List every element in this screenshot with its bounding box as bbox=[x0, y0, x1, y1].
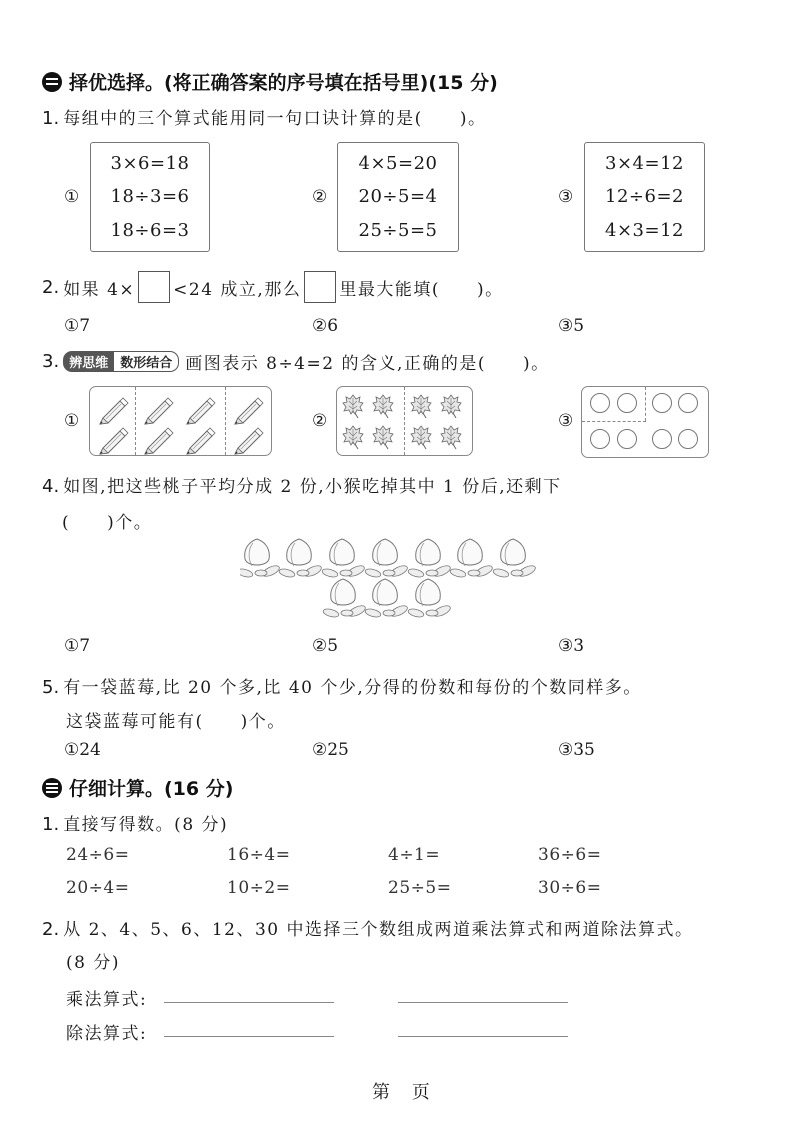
option-2: ②25 bbox=[312, 740, 349, 760]
option-label: ① bbox=[64, 411, 80, 431]
equation: 20÷5=4 bbox=[358, 186, 438, 208]
option-1-equations-box bbox=[90, 142, 210, 252]
section-2-badge-icon bbox=[42, 72, 62, 92]
question-number: 2. bbox=[42, 919, 60, 940]
section-3-title-text: 仔细计算。(16 分) bbox=[69, 778, 234, 800]
equation: 18÷3=6 bbox=[110, 186, 190, 208]
question-number: 3. bbox=[42, 351, 60, 372]
calc-item: 4÷1= bbox=[388, 845, 441, 865]
calc-item: 30÷6= bbox=[538, 878, 602, 898]
question-text: 里最大能填( )。 bbox=[339, 279, 504, 300]
option-label: ② bbox=[312, 411, 328, 431]
calc-item: 24÷6= bbox=[66, 845, 130, 865]
question-text: <24 成立,那么 bbox=[173, 279, 302, 300]
question-text: 每组中的三个算式能用同一句口诀计算的是( )。 bbox=[63, 109, 487, 129]
calc-item: 20÷4= bbox=[66, 878, 130, 898]
question-number: 1. bbox=[42, 108, 60, 129]
option-1-pencils-picture bbox=[89, 386, 272, 456]
option-1: ①7 bbox=[64, 636, 91, 656]
section-2-title bbox=[42, 68, 498, 95]
pencil-icons bbox=[90, 387, 272, 456]
question-5 bbox=[42, 673, 642, 698]
option-1: ①24 bbox=[64, 740, 101, 760]
option-2: ②5 bbox=[312, 636, 339, 656]
question-4 bbox=[42, 472, 562, 497]
question-text: 如图,把这些桃子平均分成 2 份,小猴吃掉其中 1 份后,还剩下 bbox=[63, 477, 562, 497]
calc-question-2-points: (8 分) bbox=[66, 953, 120, 973]
question-text: 如果 4× bbox=[63, 279, 136, 300]
calc-question-1 bbox=[42, 810, 228, 835]
calc-item: 25÷5= bbox=[388, 878, 452, 898]
option-label: ③ bbox=[558, 187, 574, 207]
option-3: ③35 bbox=[558, 740, 595, 760]
option-3-circles-picture bbox=[581, 386, 709, 458]
option-3-equations-box bbox=[584, 142, 705, 252]
answer-box[interactable] bbox=[138, 271, 170, 303]
calc-item: 10÷2= bbox=[227, 878, 291, 898]
calc-item: 36÷6= bbox=[538, 845, 602, 865]
peaches-picture bbox=[240, 537, 560, 627]
option-2: ②6 bbox=[312, 316, 339, 336]
equation: 3×4=12 bbox=[605, 153, 684, 175]
question-text: 画图表示 8÷4=2 的含义,正确的是( )。 bbox=[185, 354, 550, 374]
question-number: 4. bbox=[42, 476, 60, 497]
equation: 3×6=18 bbox=[110, 153, 190, 175]
option-3: ③5 bbox=[558, 316, 585, 336]
equation: 12÷6=2 bbox=[605, 186, 684, 208]
equation: 25÷5=5 bbox=[358, 219, 438, 241]
multiplication-answer-line-1[interactable] bbox=[164, 1002, 334, 1003]
tag-thinking: 辨思维 bbox=[63, 351, 114, 372]
option-3: ③3 bbox=[558, 636, 585, 656]
option-label: ③ bbox=[558, 411, 574, 431]
question-5-line2: 这袋蓝莓可能有( )个。 bbox=[66, 712, 286, 732]
answer-box[interactable] bbox=[304, 271, 336, 303]
question-text: 有一袋蓝莓,比 20 个多,比 40 个少,分得的份数和每份的个数同样多。 bbox=[63, 678, 642, 698]
question-2 bbox=[42, 271, 504, 303]
question-number: 1. bbox=[42, 814, 60, 835]
question-text: 直接写得数。(8 分) bbox=[63, 815, 229, 835]
calc-question-2 bbox=[42, 915, 694, 940]
equation: 4×5=20 bbox=[358, 153, 438, 175]
section-3-title bbox=[42, 774, 233, 801]
option-label: ① bbox=[64, 187, 80, 207]
question-1 bbox=[42, 104, 486, 129]
leaf-icons bbox=[337, 387, 473, 456]
multiplication-label: 乘法算式: bbox=[66, 990, 148, 1010]
question-text: 从 2、4、5、6、12、30 中选择三个数组成两道乘法算式和两道除法算式。 bbox=[63, 920, 694, 940]
option-1: ①7 bbox=[64, 316, 91, 336]
section-2-title-text: 择优选择。(将正确答案的序号填在括号里)(15 分) bbox=[69, 72, 498, 94]
calc-item: 16÷4= bbox=[227, 845, 291, 865]
division-answer-line-2[interactable] bbox=[398, 1036, 568, 1037]
division-answer-line-1[interactable] bbox=[164, 1036, 334, 1037]
option-2-leaves-picture bbox=[336, 386, 473, 456]
question-3 bbox=[42, 349, 550, 374]
question-number: 5. bbox=[42, 677, 60, 698]
tag-number-shape: 数形结合 bbox=[114, 351, 179, 372]
division-label: 除法算式: bbox=[66, 1024, 148, 1044]
section-3-badge-icon bbox=[42, 778, 62, 798]
question-number: 2. bbox=[42, 276, 60, 298]
equation: 4×3=12 bbox=[605, 219, 684, 241]
option-2-equations-box bbox=[337, 142, 459, 252]
option-label: ② bbox=[312, 187, 328, 207]
equation: 18÷6=3 bbox=[110, 219, 190, 241]
page-number-footer: 第 页 bbox=[372, 1082, 438, 1103]
question-4-line2: ( )个。 bbox=[62, 513, 153, 533]
multiplication-answer-line-2[interactable] bbox=[398, 1002, 568, 1003]
